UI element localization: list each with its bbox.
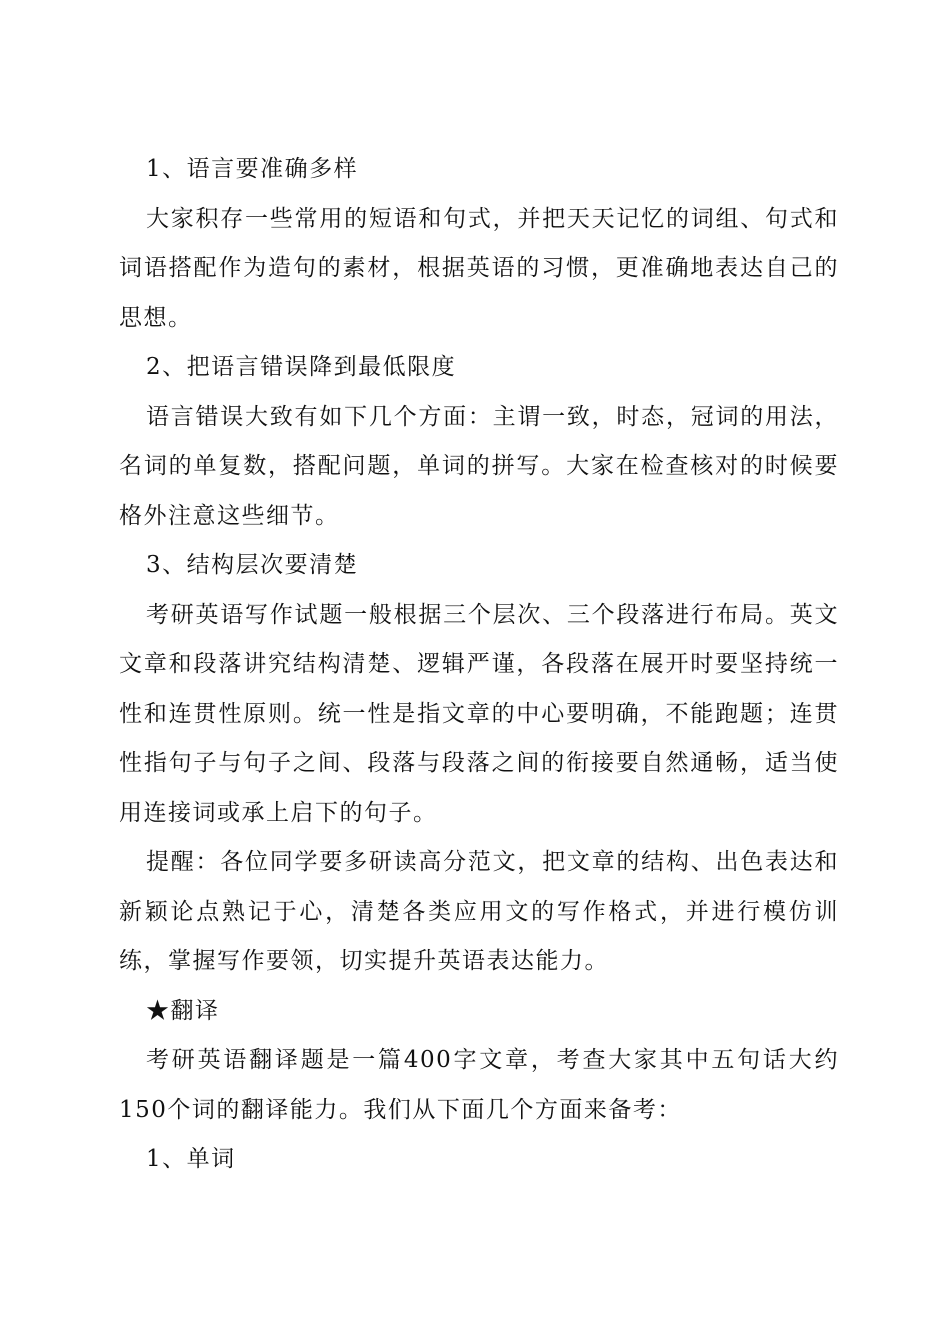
paragraph-error-types: 语言错误大致有如下几个方面：主谓一致，时态，冠词的用法，名词的单复数，搭配问题，单词的拼写。大家在检查核对的时候要格外注意这些细节。 (119, 403, 839, 529)
document-body (119, 145, 839, 1185)
section-heading-minimize-errors: 2、把语言错误降到最低限度 (146, 354, 457, 380)
paragraph-translation-intro: 考研英语翻译题是一篇400字文章，考查大家其中五句话大约150个词的翻译能力。我们从下面几个方面来备考： (119, 1047, 839, 1123)
section-heading-vocabulary: 1、单词 (146, 1146, 236, 1172)
paragraph-structure-layout: 考研英语写作试题一般根据三个层次、三个段落进行布局。英文文章和段落讲究结构清楚、逻辑严谨，各段落在展开时要坚持统一性和连贯性原则。统一性是指文章的中心要明确，不能跑题；连贯性指句子与句子之间、段落与段落之间的衔接要自然通畅，适当使用连接词或承上启下的句子。 (119, 601, 839, 826)
section-heading-language-accuracy: 1、语言要准确多样 (146, 156, 359, 182)
section-heading-translation: ★翻译 (146, 997, 220, 1024)
paragraph-phrase-accumulation: 大家积存一些常用的短语和句式，并把天天记忆的词组、句式和词语搭配作为造句的素材，根据英语的习惯，更准确地表达自己的思想。 (119, 205, 839, 331)
section-heading-structure: 3、结构层次要清楚 (146, 552, 359, 578)
paragraph-reminder: 提醒：各位同学要多研读高分范文，把文章的结构、出色表达和新颖论点熟记于心，清楚各类应用文的写作格式，并进行模仿训练，掌握写作要领，切实提升英语表达能力。 (119, 849, 839, 974)
